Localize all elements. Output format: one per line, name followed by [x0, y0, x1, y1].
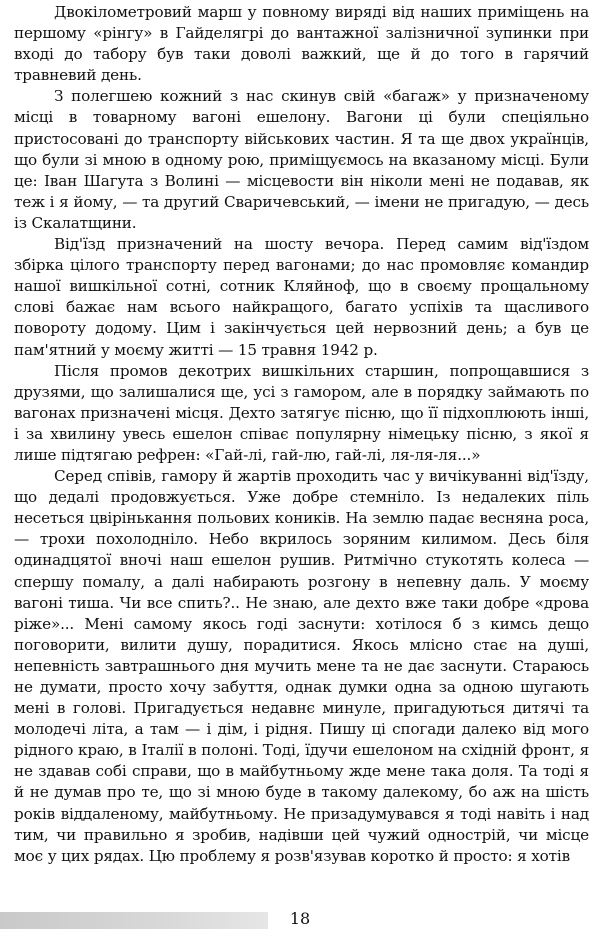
page-body	[14, 2, 589, 902]
page-number: 18	[289, 909, 311, 928]
paragraph-4: Після промов декотрих вишкільних старшин, попрощавшися з друзями, що залишалися ще, усі з гамором, але в порядку займають по вагонах призначені місця. Дехто затягує пісню, що її підхоплюють інші, і за хвилину увесь ешелон співає популярну німецьку пісню, з якої я лише підтягаю рефрен: «Гай-лі, гай-лю, гай-лі, ля-ля-ля...»	[14, 361, 589, 464]
paragraph-5: Серед співів, гамору й жартів проходить час у вичікуванні від'їзду, що дедалі продовжується. Уже добре стемніло. Із недалеких піль несеться цвірінькання польових коників. На землю падає весняна роса, — трохи похолодніло. Небо вкрилось зоряним килимом. Десь біля одинадцятої вночі наш ешелон рушив. Ритмічно стукотять колеса — спершу помалу, а далі набирають розгону в непевну даль. У моєму вагоні тиша. Чи все спить?.. Не знаю, але дехто вже таки добре «дрова ріже»... Мені самому якось годі заснути: хотілося б з кимсь дещо поговорити, вилити душу, порадитися. Якось млісно стає на душі, непевність завтрашнього дня мучить мене та не дає заснути. Стараюсь не думати, просто хочу забуття, однак думки одна за одною шугають мені в голові. Пригадується недавнє минуле, пригадуються дитячі та молодечі літа, а там — і дім, і рідня. Пишу ці спогади далеко від мого рідного краю, в Італії в полоні. Тоді, їдучи ешелоном на східній фронт, я не здавав собі справи, що в майбутньому жде мене така доля. Та тоді я й не думав про те, що зі мною буде в такому далекому, бо аж на шість років віддаленому, майбутньому. Не призадумувався я тоді навіть і над тим, чи правильно я зробив, надівши цей чужий однострій, чи місце моє у цих рядах. Цю проблему я розв'язував коротко й просто: я хотів	[14, 467, 589, 865]
footer-decorative-bar	[0, 912, 268, 929]
paragraph-1: Двокілометровий марш у повному виряді від наших приміщень на першому «рінгу» в Гайделягрі до вантажної залізничної зупинки при вході до табору був таки доволі важкий, ще й до того в гарячий травневий день.	[14, 3, 589, 85]
paragraph-2: З полегшею кожний з нас скинув свій «багаж» у призначеному місці в товарному вагоні ешелону. Вагони ці були спеціяльно пристосовані до транспорту військових частин. Я та ще двох українців, що були зі мною в одному рою, приміщуємось на вказаному місці. Були це: Іван Шагута з Волині — місцевости він ніколи мені не подавав, як теж і я йому, — та другий Сваричевський, — імени не пригадую, — десь із Скалатщини.	[14, 87, 589, 232]
paragraph-3: Від'їзд призначений на шосту вечора. Перед самим від'їздом збірка цілого транспорту перед вагонами; до нас промовляє командир нашої вишкільної сотні, сотник Кляйноф, що в своєму прощальному слові бажає нам всього найкращого, багато успіхів та щасливого повороту додому. Цим і закінчується цей нервозний день; а був це пам'ятний у моєму житті — 15 травня 1942 р.	[14, 235, 589, 359]
